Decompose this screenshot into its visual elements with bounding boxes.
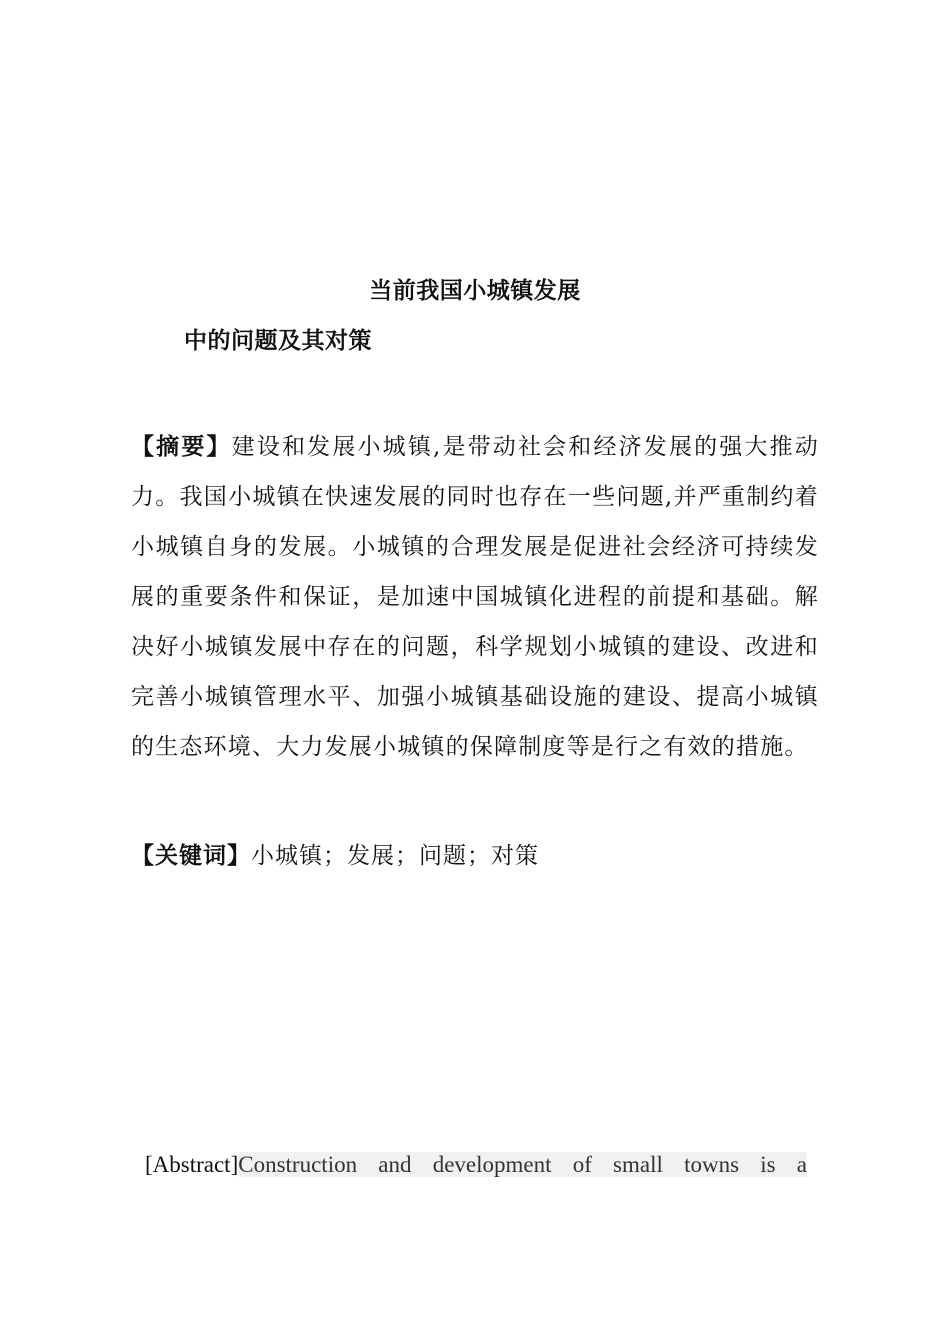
- english-abstract-text: Construction and development of small towns is a: [238, 1152, 807, 1177]
- english-abstract-label: [Abstract]: [145, 1152, 239, 1177]
- chinese-abstract-text: 建设和发展小城镇,是带动社会和经济发展的强大推动力。我国小城镇在快速发展的同时也存在一些问题,并严重制约着小城镇自身的发展。小城镇的合理发展是促进社会经济可持续发展的重要条件和保证，是加速中国城镇化进程的前提和基础。解决好小城镇发展中存在的问题，科学规划小城镇的建设、改进和完善小城镇管理水平、加强小城镇基础设施的建设、提高小城镇的生态环境、大力发展小城镇的保障制度等是行之有效的措施。: [131, 434, 819, 760]
- document-title-line-2: 中的问题及其对策: [184, 327, 372, 354]
- english-abstract: [145, 1148, 807, 1182]
- document-title-line-1: 当前我国小城镇发展: [369, 277, 581, 304]
- chinese-keywords-text: 小城镇；发展；问题；对策: [251, 843, 539, 869]
- chinese-keywords-label: 【关键词】: [131, 842, 251, 869]
- chinese-abstract-label: 【摘要】: [131, 433, 232, 460]
- chinese-abstract: [131, 422, 819, 772]
- chinese-keywords: [131, 836, 539, 876]
